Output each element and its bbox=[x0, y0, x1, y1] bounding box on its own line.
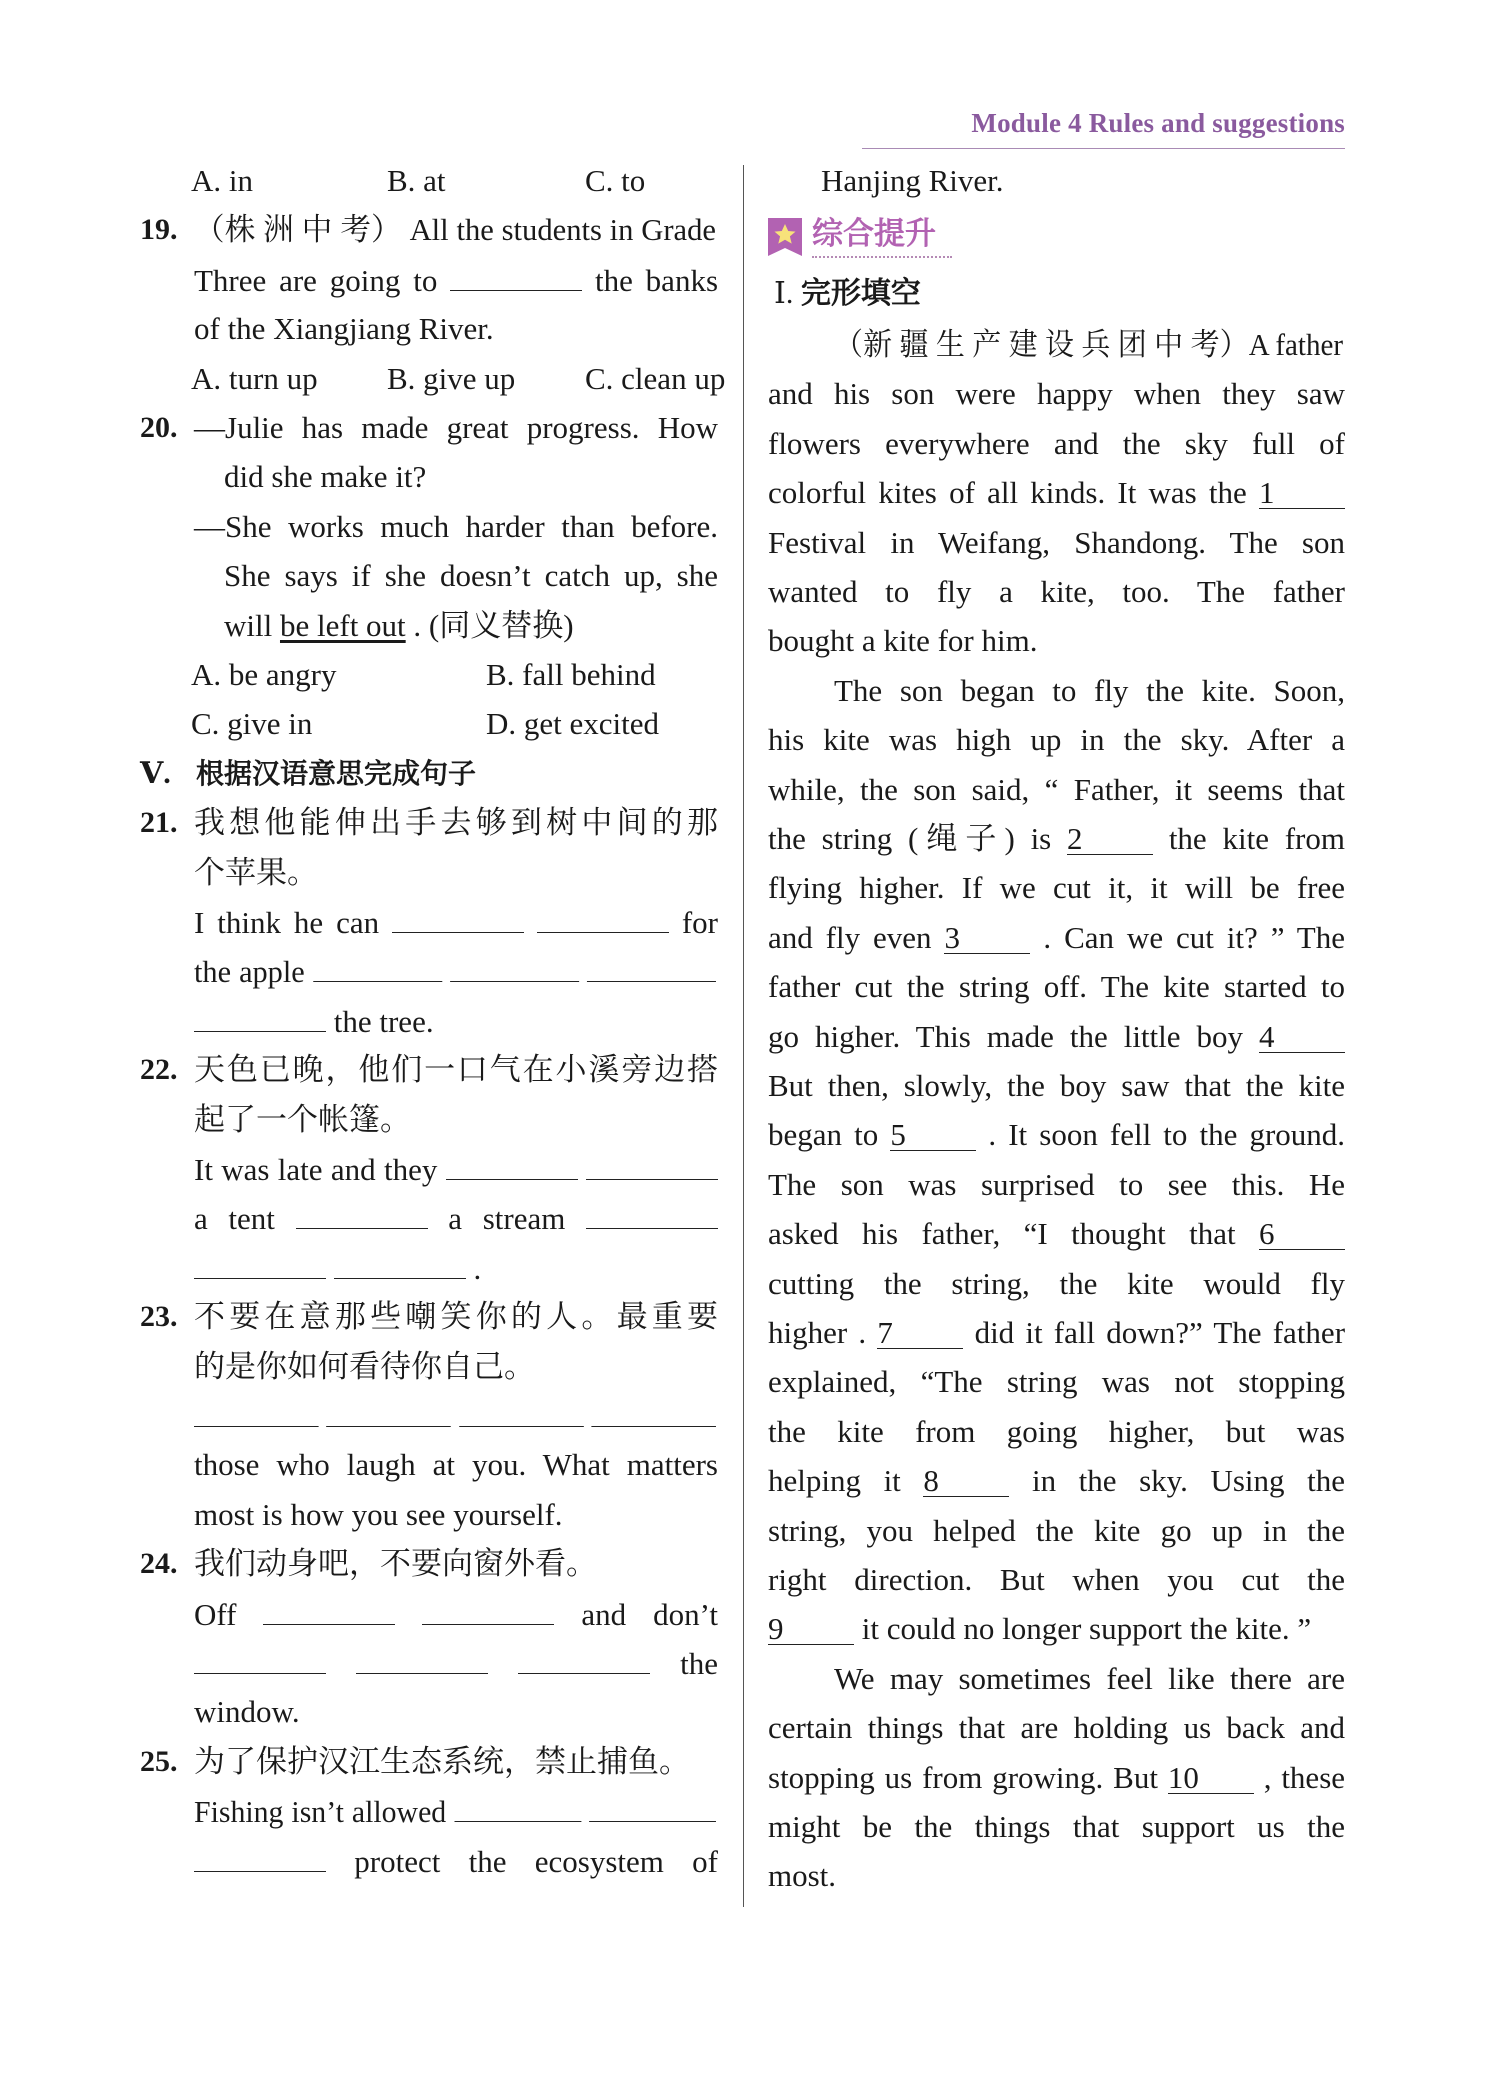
line-text: began to bbox=[768, 1117, 879, 1152]
line-text: 为了保护汉江生态系统，禁止捕鱼。 bbox=[194, 1744, 690, 1779]
option: D. get excited bbox=[486, 706, 660, 741]
option: A. in bbox=[191, 163, 253, 198]
line-text: 我想他能伸出手去够到树中间的那 bbox=[194, 805, 718, 840]
text-line bbox=[768, 424, 1345, 464]
line-text: might be the things that support us the bbox=[768, 1809, 1345, 1844]
text-line bbox=[194, 1347, 718, 1387]
answer-blank bbox=[591, 1396, 716, 1427]
line-text: did it fall down?” The father bbox=[974, 1315, 1346, 1350]
text-line bbox=[194, 853, 718, 893]
text-line bbox=[194, 1692, 718, 1732]
line-text: 天色已晚，他们一口气在小溪旁边搭 bbox=[194, 1052, 718, 1087]
part-heading bbox=[774, 274, 921, 314]
text-line bbox=[768, 1214, 1345, 1254]
answer-blank bbox=[334, 1248, 466, 1279]
line-text: the kite from bbox=[1168, 821, 1345, 856]
carryover-text: Hanjing River. bbox=[821, 163, 1004, 198]
option: A. be angry bbox=[191, 657, 337, 692]
text-line bbox=[194, 507, 718, 547]
answer-blank bbox=[326, 1396, 451, 1427]
answer-blank bbox=[537, 902, 669, 933]
section-title: 综合提升 bbox=[812, 216, 936, 252]
line-text: did she make it? bbox=[224, 459, 427, 494]
column-divider bbox=[743, 165, 744, 1907]
text-line bbox=[194, 1445, 718, 1485]
text-line bbox=[194, 1198, 718, 1238]
line-text: asked his father, “I thought that bbox=[768, 1216, 1236, 1251]
text-line bbox=[768, 1412, 1345, 1452]
question-number: 20. bbox=[140, 411, 178, 444]
line-text: will bbox=[224, 608, 273, 643]
text-line bbox=[194, 309, 718, 349]
line-text: the tree. bbox=[333, 1004, 434, 1039]
text-line bbox=[194, 210, 716, 250]
answer-blank bbox=[422, 1594, 554, 1625]
line-text: for bbox=[681, 905, 719, 940]
text-line bbox=[768, 819, 1345, 859]
line-text: the bbox=[680, 1646, 719, 1681]
line-text: and fly even bbox=[768, 920, 932, 955]
running-header: Module 4 Rules and suggestions bbox=[971, 108, 1345, 138]
text-line bbox=[768, 1362, 1345, 1402]
line-text: the banks bbox=[594, 263, 719, 298]
numbered-blank: 1 bbox=[1259, 478, 1345, 509]
line-text: . bbox=[473, 1251, 482, 1286]
answer-blank bbox=[263, 1594, 395, 1625]
line-text: 不要在意那些嘲笑你的人。最重要 bbox=[194, 1299, 718, 1334]
line-text: helping it bbox=[768, 1463, 901, 1498]
text-line bbox=[194, 1149, 718, 1189]
answer-blank bbox=[313, 951, 442, 982]
text-line bbox=[768, 1807, 1345, 1847]
line-text: 的是你如何看待你自己。 bbox=[194, 1349, 535, 1384]
text-line bbox=[194, 1594, 718, 1634]
numbered-blank: 2 bbox=[1067, 824, 1153, 855]
answer-blank bbox=[194, 1643, 326, 1674]
answer-blank bbox=[589, 1791, 716, 1822]
answer-blank bbox=[194, 1248, 326, 1279]
line-text: most is how you see yourself. bbox=[194, 1497, 563, 1532]
paragraph-first-line bbox=[834, 671, 1345, 711]
option: B. give up bbox=[387, 361, 516, 396]
section-number: Ⅴ. bbox=[140, 757, 171, 790]
line-text: The son began to fly the kite. Soon, bbox=[834, 673, 1345, 708]
line-text: right direction. But when you cut the bbox=[768, 1562, 1345, 1597]
question-number: 22. bbox=[140, 1053, 178, 1086]
text-line bbox=[768, 473, 1345, 513]
option: C. clean up bbox=[585, 361, 726, 396]
text-line bbox=[768, 967, 1345, 1007]
text-line bbox=[768, 1560, 1345, 1600]
line-text: the apple bbox=[194, 954, 305, 989]
line-text: string, you helped the kite go up in the bbox=[768, 1513, 1345, 1548]
part-title: 完形填空 bbox=[800, 276, 921, 311]
option: C. to bbox=[585, 163, 646, 198]
text-line bbox=[768, 1115, 1345, 1155]
line-text: It was late and they bbox=[194, 1152, 438, 1187]
answer-blank bbox=[194, 1841, 326, 1872]
line-text: wanted to fly a kite, too. The father bbox=[768, 574, 1345, 609]
numbered-blank: 5 bbox=[890, 1120, 976, 1151]
answer-blank bbox=[459, 1396, 584, 1427]
line-text: window. bbox=[194, 1694, 300, 1729]
line-text: The son was surprised to see this. He bbox=[768, 1167, 1345, 1202]
text-line bbox=[194, 1297, 718, 1337]
answer-blank bbox=[296, 1198, 428, 1229]
line-text: （株 洲 中 考） All the students in Grade bbox=[194, 212, 717, 247]
line-text: colorful kites of all kinds. It was the bbox=[768, 475, 1247, 510]
answer-blank bbox=[194, 1396, 319, 1427]
text-line bbox=[194, 1544, 718, 1584]
text-line bbox=[768, 1511, 1345, 1551]
answer-blank bbox=[586, 1198, 718, 1229]
text-line bbox=[768, 572, 1345, 612]
numbered-blank: 7 bbox=[877, 1318, 963, 1349]
line-text: 个苹果。 bbox=[194, 855, 318, 890]
text-line bbox=[194, 1495, 718, 1535]
answer-blank bbox=[356, 1643, 488, 1674]
text-line bbox=[194, 1396, 716, 1436]
answer-blank bbox=[587, 951, 716, 982]
line-text: , these bbox=[1263, 1760, 1346, 1795]
line-text: go higher. This made the little boy bbox=[768, 1019, 1244, 1054]
line-text: of the Xiangjiang River. bbox=[194, 311, 494, 346]
line-text: the kite from going higher, but was bbox=[768, 1414, 1345, 1449]
text-line bbox=[194, 1841, 718, 1881]
line-text: and his son were happy when they saw bbox=[768, 376, 1345, 411]
text-line bbox=[224, 606, 718, 646]
line-text: I think he can bbox=[194, 905, 380, 940]
line-text: a stream bbox=[448, 1201, 566, 1236]
numbered-blank: 6 bbox=[1259, 1219, 1345, 1250]
text-line bbox=[768, 1165, 1345, 1205]
text-line bbox=[768, 1264, 1345, 1304]
option: A. turn up bbox=[191, 361, 318, 396]
option: B. fall behind bbox=[486, 657, 656, 692]
line-text: the string (绳子) is bbox=[768, 821, 1052, 856]
line-text: in the sky. Using the bbox=[1031, 1463, 1345, 1498]
line-text: But then, slowly, the boy saw that the kite bbox=[768, 1068, 1345, 1103]
line-text: 根据汉语意思完成句子 bbox=[196, 757, 477, 790]
line-text: while, the son said, “ Father, it seems that bbox=[768, 772, 1345, 807]
text-line bbox=[768, 621, 1345, 661]
option: B. at bbox=[387, 163, 446, 198]
line-text: Fishing isn’t allowed bbox=[194, 1794, 447, 1829]
underlined-phrase: be left out bbox=[279, 608, 406, 643]
text-line bbox=[194, 1100, 718, 1140]
text-line bbox=[194, 902, 718, 942]
line-text: father cut the string off. The kite started to bbox=[768, 969, 1345, 1004]
line-text: a tent bbox=[194, 1201, 275, 1236]
line-text: flowers everywhere and the sky full of bbox=[768, 426, 1345, 461]
line-text: . Can we cut it? ” The bbox=[1043, 920, 1346, 955]
text-line bbox=[194, 1248, 718, 1288]
line-text: 我们动身吧，不要向窗外看。 bbox=[194, 1546, 597, 1581]
answer-blank bbox=[454, 1791, 581, 1822]
text-line bbox=[194, 803, 718, 843]
numbered-blank: 4 bbox=[1259, 1022, 1345, 1053]
line-text: and don’t bbox=[581, 1597, 718, 1632]
line-text: explained, “The string was not stopping bbox=[768, 1364, 1345, 1399]
line-text: We may sometimes feel like there are bbox=[834, 1661, 1345, 1696]
line-text: bought a kite for him. bbox=[768, 623, 1038, 658]
text-line bbox=[194, 1001, 718, 1041]
section-title-underline bbox=[812, 256, 952, 258]
line-text: Off bbox=[194, 1597, 237, 1632]
line-text: . It soon fell to the ground. bbox=[988, 1117, 1346, 1152]
text-line bbox=[768, 523, 1345, 563]
text-line bbox=[194, 1791, 716, 1831]
line-text: Three are going to bbox=[194, 263, 438, 298]
answer-blank bbox=[518, 1643, 650, 1674]
line-text: flying higher. If we cut it, it will be free bbox=[768, 870, 1345, 905]
line-text: 起了一个帐篷。 bbox=[194, 1102, 411, 1137]
text-line bbox=[768, 1758, 1345, 1798]
question-number: 24. bbox=[140, 1547, 178, 1580]
paragraph-first-line bbox=[834, 1659, 1345, 1699]
option: C. give in bbox=[191, 706, 313, 741]
numbered-blank: 3 bbox=[944, 923, 1030, 954]
line-text: stopping us from growing. But bbox=[768, 1760, 1158, 1795]
line-text: —She works much harder than before. bbox=[194, 509, 718, 544]
text-line bbox=[768, 1708, 1345, 1748]
text-line bbox=[768, 1313, 1345, 1353]
section-heading bbox=[196, 754, 718, 794]
line-text: cutting the string, the kite would fly bbox=[768, 1266, 1345, 1301]
star-bookmark-icon bbox=[768, 218, 802, 256]
numbered-blank: 9 bbox=[768, 1614, 854, 1645]
answer-blank bbox=[194, 1001, 326, 1032]
text-line bbox=[194, 1742, 718, 1782]
text-line bbox=[768, 1017, 1345, 1057]
text-line bbox=[194, 408, 718, 448]
part-number: Ⅰ. bbox=[774, 277, 794, 310]
line-text: Festival in Weifang, Shandong. The son bbox=[768, 525, 1345, 560]
line-text: （新 疆 生 产 建 设 兵 团 中 考）A father bbox=[834, 327, 1344, 362]
line-text: She says if she doesn’t catch up, she bbox=[224, 558, 718, 593]
text-line bbox=[768, 720, 1345, 760]
text-line bbox=[194, 260, 718, 300]
answer-blank bbox=[392, 902, 524, 933]
question-number: 19. bbox=[140, 213, 178, 246]
text-line bbox=[224, 457, 718, 497]
question-number: 25. bbox=[140, 1745, 178, 1778]
text-line bbox=[768, 868, 1345, 908]
answer-blank bbox=[446, 1149, 578, 1180]
answer-blank bbox=[450, 260, 582, 291]
text-line bbox=[194, 1643, 718, 1683]
text-line bbox=[768, 1461, 1345, 1501]
line-text: his kite was high up in the sky. After a bbox=[768, 722, 1345, 757]
line-text: certain things that are holding us back and bbox=[768, 1710, 1345, 1745]
line-text: . (同义替换) bbox=[413, 608, 574, 643]
line-text: those who laugh at you. What matters bbox=[194, 1447, 718, 1482]
text-line bbox=[768, 1066, 1345, 1106]
header-rule bbox=[862, 148, 1345, 149]
question-number: 21. bbox=[140, 806, 178, 839]
numbered-blank: 8 bbox=[923, 1466, 1009, 1497]
text-line bbox=[768, 1856, 1345, 1896]
text-line bbox=[768, 770, 1345, 810]
line-text: —Julie has made great progress. How bbox=[194, 410, 718, 445]
line-text: higher . bbox=[768, 1315, 867, 1350]
line-text: most. bbox=[768, 1858, 837, 1893]
text-line bbox=[194, 951, 716, 991]
text-line bbox=[768, 918, 1345, 958]
answer-blank bbox=[450, 951, 579, 982]
numbered-blank: 10 bbox=[1168, 1763, 1254, 1794]
text-line bbox=[768, 1609, 1345, 1649]
text-line bbox=[224, 556, 718, 596]
paragraph-first-line bbox=[834, 325, 1343, 365]
text-line bbox=[768, 374, 1345, 414]
text-line bbox=[194, 1050, 718, 1090]
line-text: protect the ecosystem of bbox=[354, 1844, 718, 1879]
line-text: it could no longer support the kite. ” bbox=[861, 1611, 1312, 1646]
answer-blank bbox=[586, 1149, 718, 1180]
question-number: 23. bbox=[140, 1300, 178, 1333]
